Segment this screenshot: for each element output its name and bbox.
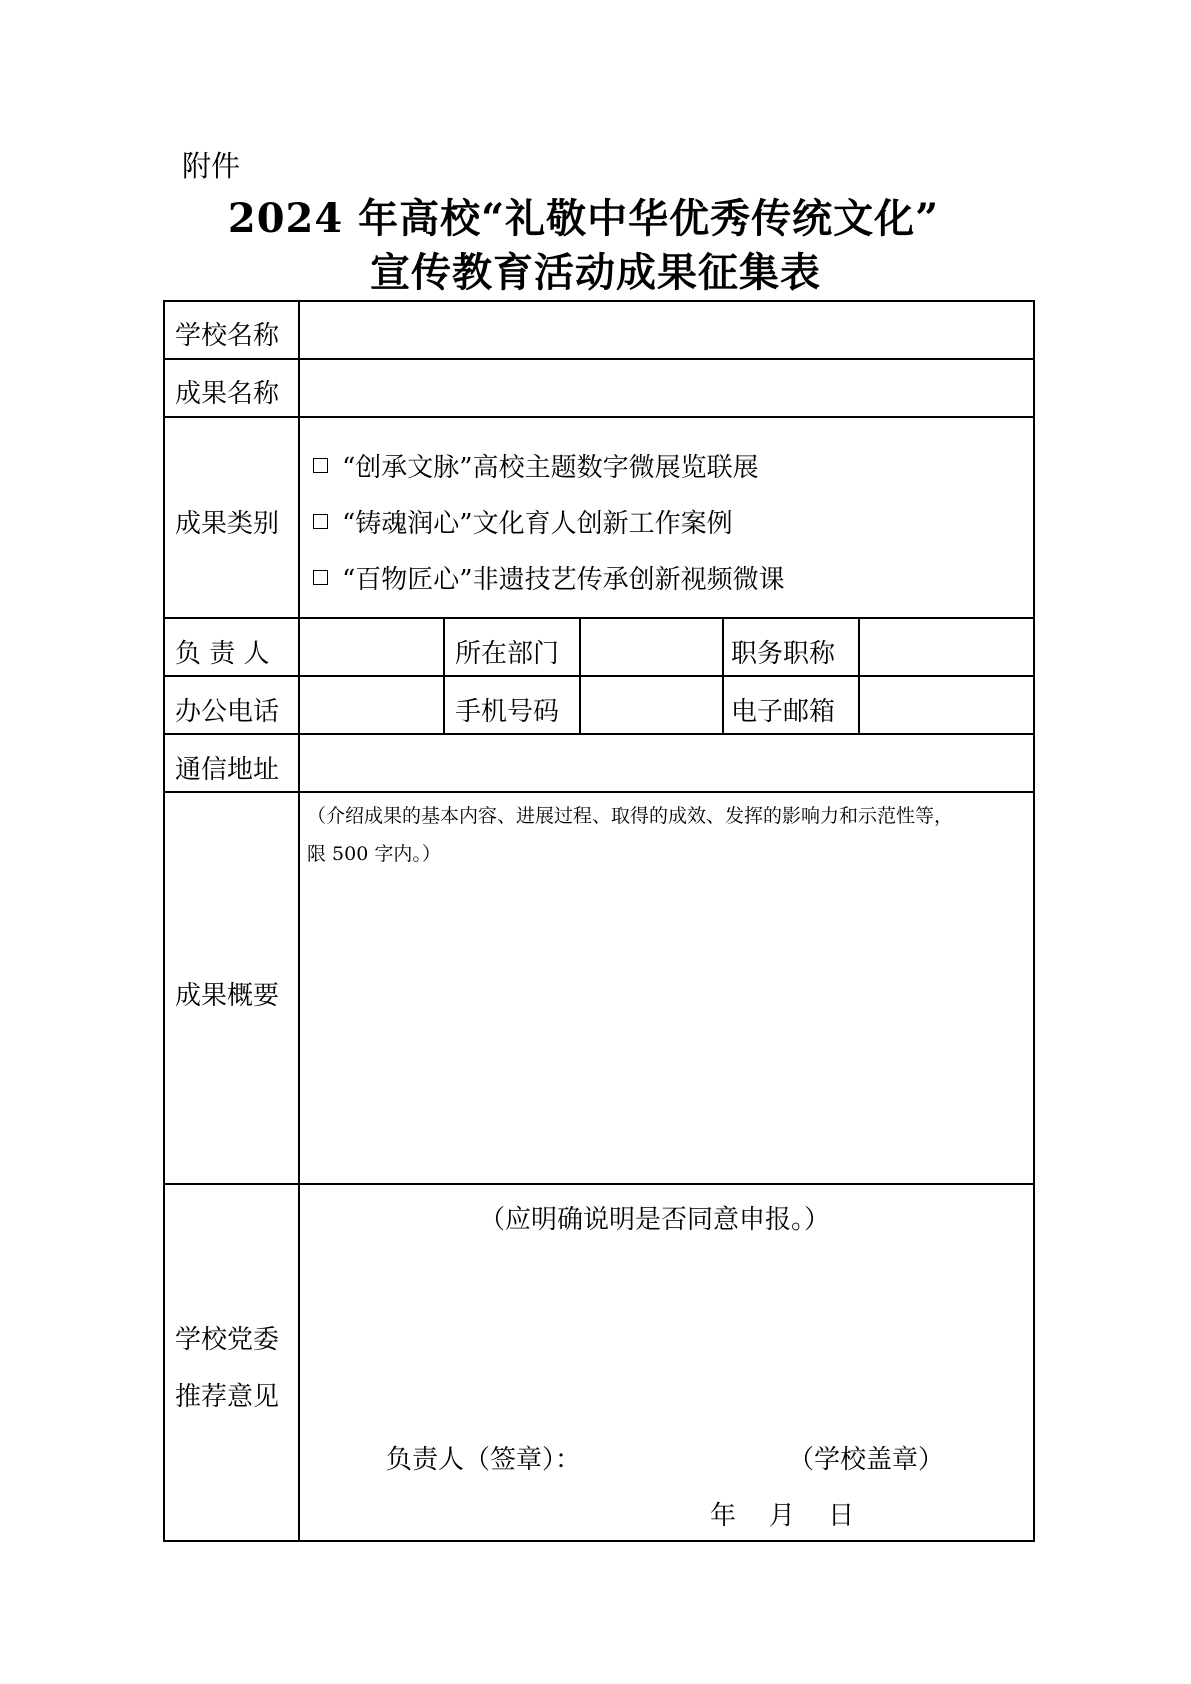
achievement-name-field[interactable] xyxy=(300,360,1033,416)
address-field[interactable] xyxy=(300,735,1033,791)
school-name-label: 学校名称 xyxy=(175,321,280,351)
recommend-hint: （应明确说明是否同意申报。） xyxy=(479,1205,831,1235)
department-label: 所在部门 xyxy=(455,639,560,669)
row-divider xyxy=(165,416,1033,418)
signature-label: 负责人（签章）： xyxy=(386,1445,582,1475)
office-phone-label: 办公电话 xyxy=(175,697,280,727)
summary-hint-line2: 限 500 字内。） xyxy=(307,843,441,865)
page-title-line2: 宣传教育活动成果征集表 xyxy=(370,249,821,296)
address-label: 通信地址 xyxy=(175,755,280,785)
email-field[interactable] xyxy=(860,677,1033,733)
checkbox-icon[interactable] xyxy=(313,458,328,473)
office-phone-field[interactable] xyxy=(300,677,443,733)
recommend-label-line1: 学校党委 xyxy=(175,1325,280,1355)
attachment-label: 附件 xyxy=(182,149,241,183)
row-divider xyxy=(165,791,1033,793)
achievement-name-label: 成果名称 xyxy=(175,379,280,409)
email-label: 电子邮箱 xyxy=(731,697,836,727)
category-option[interactable]: “创承文脉”高校主题数字微展览联展 xyxy=(313,450,759,486)
mobile-label: 手机号码 xyxy=(455,697,560,727)
leader-label: 负 责 人 xyxy=(175,639,270,669)
checkbox-icon[interactable] xyxy=(313,514,328,529)
recommend-label-line2: 推荐意见 xyxy=(175,1382,280,1412)
category-option[interactable]: “铸魂润心”文化育人创新工作案例 xyxy=(313,506,733,542)
category-option[interactable]: “百物匠心”非遗技艺传承创新视频微课 xyxy=(313,562,785,598)
position-label: 职务职称 xyxy=(731,639,836,669)
category-label: 成果类别 xyxy=(175,509,280,539)
page-title-line1: 2024 年高校“礼敬中华优秀传统文化” xyxy=(227,195,940,242)
school-seal-label: （学校盖章） xyxy=(788,1445,945,1475)
summary-field[interactable] xyxy=(300,872,1033,1183)
application-form-table xyxy=(163,300,1035,1542)
date-label: 年 月 日 xyxy=(710,1501,855,1531)
cell-divider xyxy=(443,617,445,733)
summary-hint-line1: （介绍成果的基本内容、进展过程、取得的成效、发挥的影响力和示范性等， xyxy=(307,805,954,827)
leader-field[interactable] xyxy=(300,619,443,675)
summary-label: 成果概要 xyxy=(175,981,280,1011)
position-field[interactable] xyxy=(860,619,1033,675)
department-field[interactable] xyxy=(581,619,722,675)
mobile-field[interactable] xyxy=(581,677,722,733)
school-name-field[interactable] xyxy=(300,302,1033,358)
checkbox-icon[interactable] xyxy=(313,570,328,585)
cell-divider xyxy=(722,617,724,733)
row-divider xyxy=(165,1183,1033,1185)
